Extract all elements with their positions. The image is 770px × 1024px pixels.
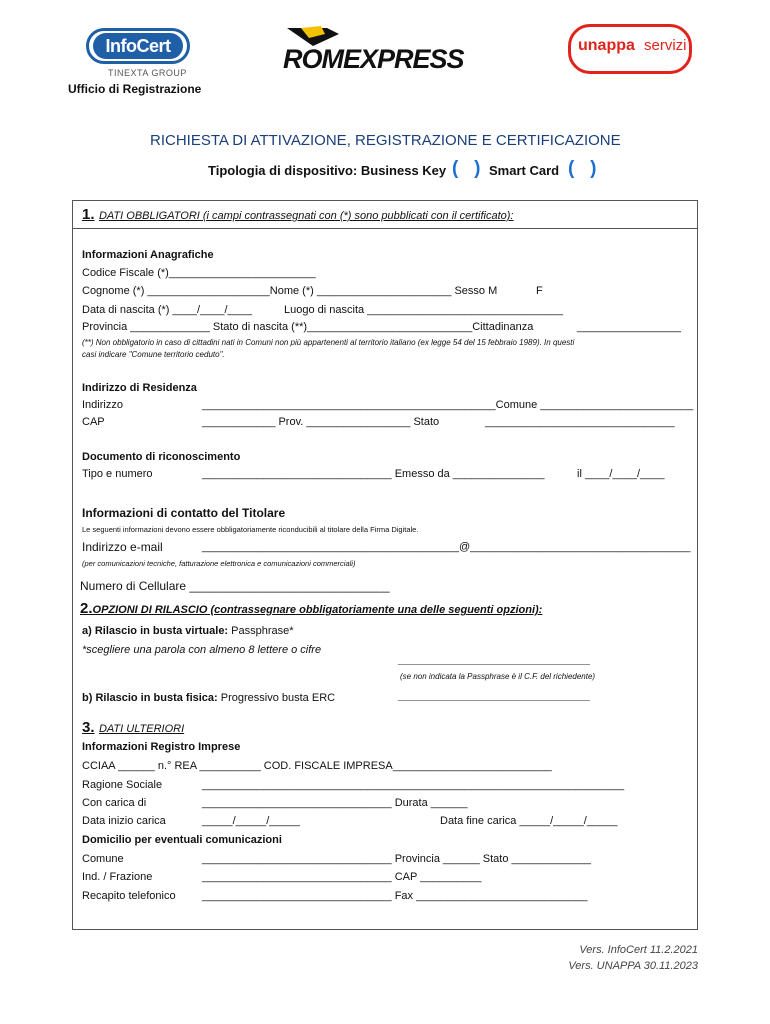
cciaa-rea-field[interactable]: CCIAA ______ n.° REA __________ COD. FISCALE IMPRESA__________________________ (82, 760, 552, 772)
stato-residenza-field[interactable]: _______________________________ (485, 416, 675, 428)
inizio-carica-label: Data inizio carica (82, 815, 166, 827)
carica-durata-field[interactable]: _______________________________ Durata ______ (202, 797, 468, 809)
busta-virtuale-option[interactable] (82, 625, 294, 637)
comune-provincia-stato-field[interactable]: _______________________________ Provincia ______ Stato _____________ (202, 853, 592, 865)
tipo-numero-label: Tipo e numero (82, 468, 153, 480)
busta-fisica-label: b) Rilascio in busta fisica: (82, 692, 218, 704)
indirizzo-comune-field[interactable]: ________________________________________________Comune _________________________ (202, 399, 694, 411)
passphrase-field[interactable]: ______________________________________________ (398, 656, 590, 665)
documento-title: Documento di riconoscimento (82, 451, 241, 463)
ragione-sociale-field[interactable]: _____________________________________________________________________ (202, 779, 625, 791)
email-field[interactable]: __________________________________________@____________________________________ (202, 541, 691, 553)
email-note: (per comunicazioni tecniche, fatturazione elettronica e comunicazioni commerciali) (82, 559, 356, 568)
registro-title: Informazioni Registro Imprese (82, 741, 241, 753)
romexpress-logo-text: ROMEXPRESS (283, 44, 464, 74)
fine-carica-field[interactable]: Data fine carica _____/_____/_____ (440, 815, 618, 827)
romexpress-logo (283, 24, 483, 76)
version-unappa: Vers. UNAPPA 30.11.2023 (568, 960, 698, 972)
tipo-emesso-field[interactable]: _______________________________ Emesso da _______________ (202, 468, 545, 480)
smart-card-label: Smart Card (489, 163, 560, 178)
page-title: RICHIESTA DI ATTIVAZIONE, REGISTRAZIONE E CERTIFICAZIONE (150, 132, 621, 149)
section1-divider (72, 228, 698, 229)
luogo-nascita-field[interactable]: Luogo di nascita ________________________________ (284, 304, 563, 316)
indirizzo-label: Indirizzo (82, 399, 123, 411)
contatto-title: Informazioni di contatto del Titolare (82, 506, 286, 520)
unappa-logo-text: unappa (578, 37, 635, 54)
domicilio-title: Domicilio per eventuali comunicazioni (82, 834, 282, 846)
cellulare-field[interactable]: Numero di Cellulare ______________________________ (80, 579, 390, 593)
busta-fisica-value: Progressivo busta ERC (217, 692, 336, 704)
sesso-f-option[interactable]: F (536, 285, 543, 297)
codice-fiscale-field[interactable]: Codice Fiscale (*)________________________ (82, 267, 316, 279)
residenza-title: Indirizzo di Residenza (82, 382, 197, 394)
recapito-label: Recapito telefonico (82, 890, 176, 902)
infocert-group-text: TINEXTA GROUP (108, 68, 187, 78)
carica-label: Con carica di (82, 797, 147, 809)
cap-label: CAP (82, 416, 105, 428)
progressivo-busta-field[interactable]: ______________________________________________ (398, 692, 590, 701)
cittadinanza-field[interactable]: _________________ (577, 321, 682, 333)
section3-title: DATI ULTERIORI (98, 723, 185, 735)
inizio-carica-field[interactable]: _____/_____/_____ (202, 815, 300, 827)
infocert-logo (86, 28, 196, 80)
data-nascita-field[interactable]: Data di nascita (*) ____/____/____ (82, 304, 253, 316)
cognome-nome-sesso-field[interactable]: Cognome (*) ____________________Nome (*) ______________________ Sesso M (82, 285, 498, 297)
section1-number: 1. (82, 206, 95, 223)
busta-virtuale-value: Passphrase* (228, 625, 294, 637)
infocert-logo-text: InfoCert (105, 36, 171, 56)
unappa-logo-text-servizi: servizi (644, 37, 687, 54)
unappa-logo (568, 24, 692, 74)
device-type-label: Tipologia di dispositivo: Business Key (208, 163, 447, 178)
nascita-note-line2: casi indicare "Comune territorio ceduto". (82, 350, 225, 359)
frazione-label: Ind. / Frazione (82, 871, 153, 883)
passphrase-note: (se non indicata la Passphrase è il C.F. del richiedente) (400, 672, 596, 681)
business-key-checkbox[interactable]: ( ) (452, 158, 481, 179)
section1-heading (82, 206, 513, 224)
section1-title: DATI OBBLIGATORI (i campi contrassegnati con (*) sono pubblicati con il certificato): (98, 210, 514, 222)
provincia-stato-field[interactable]: Provincia _____________ Stato di nascita (**)___________________________Cittadinanza (82, 321, 534, 333)
busta-fisica-option[interactable] (82, 692, 335, 704)
section3-number: 3. (82, 719, 95, 736)
recapito-fax-field[interactable]: _______________________________ Fax ____________________________ (202, 890, 588, 902)
email-label: Indirizzo e-mail (82, 540, 163, 554)
section2-heading (80, 600, 542, 618)
frazione-cap-field[interactable]: _______________________________ CAP __________ (202, 871, 482, 883)
section2-title: OPZIONI DI RILASCIO (contrassegnare obbligatoriamente una delle seguenti opzioni): (92, 604, 543, 616)
cap-prov-field[interactable]: ____________ Prov. _________________ Stato (202, 416, 440, 428)
busta-virtuale-label: a) Rilascio in busta virtuale: (82, 625, 229, 637)
data-emissione-field[interactable]: il ____/____/____ (577, 468, 665, 480)
passphrase-hint: *scegliere una parola con almeno 8 lettere o cifre (82, 644, 322, 656)
section3-heading (82, 719, 184, 737)
nascita-note-line1: (**) Non obbligatorio in caso di cittadini nati in Comuni non più appartenenti al territorio italiano (ex legge 54 del 15 febbraio 1989). In questi (82, 338, 575, 347)
comune-label: Comune (82, 853, 124, 865)
ragione-sociale-label: Ragione Sociale (82, 779, 163, 791)
office-label: Ufficio di Registrazione (68, 82, 202, 96)
section2-number: 2. (80, 600, 93, 617)
smart-card-checkbox[interactable]: ( ) (568, 158, 597, 179)
anagrafiche-title: Informazioni Anagrafiche (82, 249, 214, 261)
version-infocert: Vers. InfoCert 11.2.2021 (579, 944, 698, 956)
contatto-subtitle: Le seguenti informazioni devono essere obbligatoriamente riconducibili al titolare della Firma Digitale. (82, 525, 419, 534)
